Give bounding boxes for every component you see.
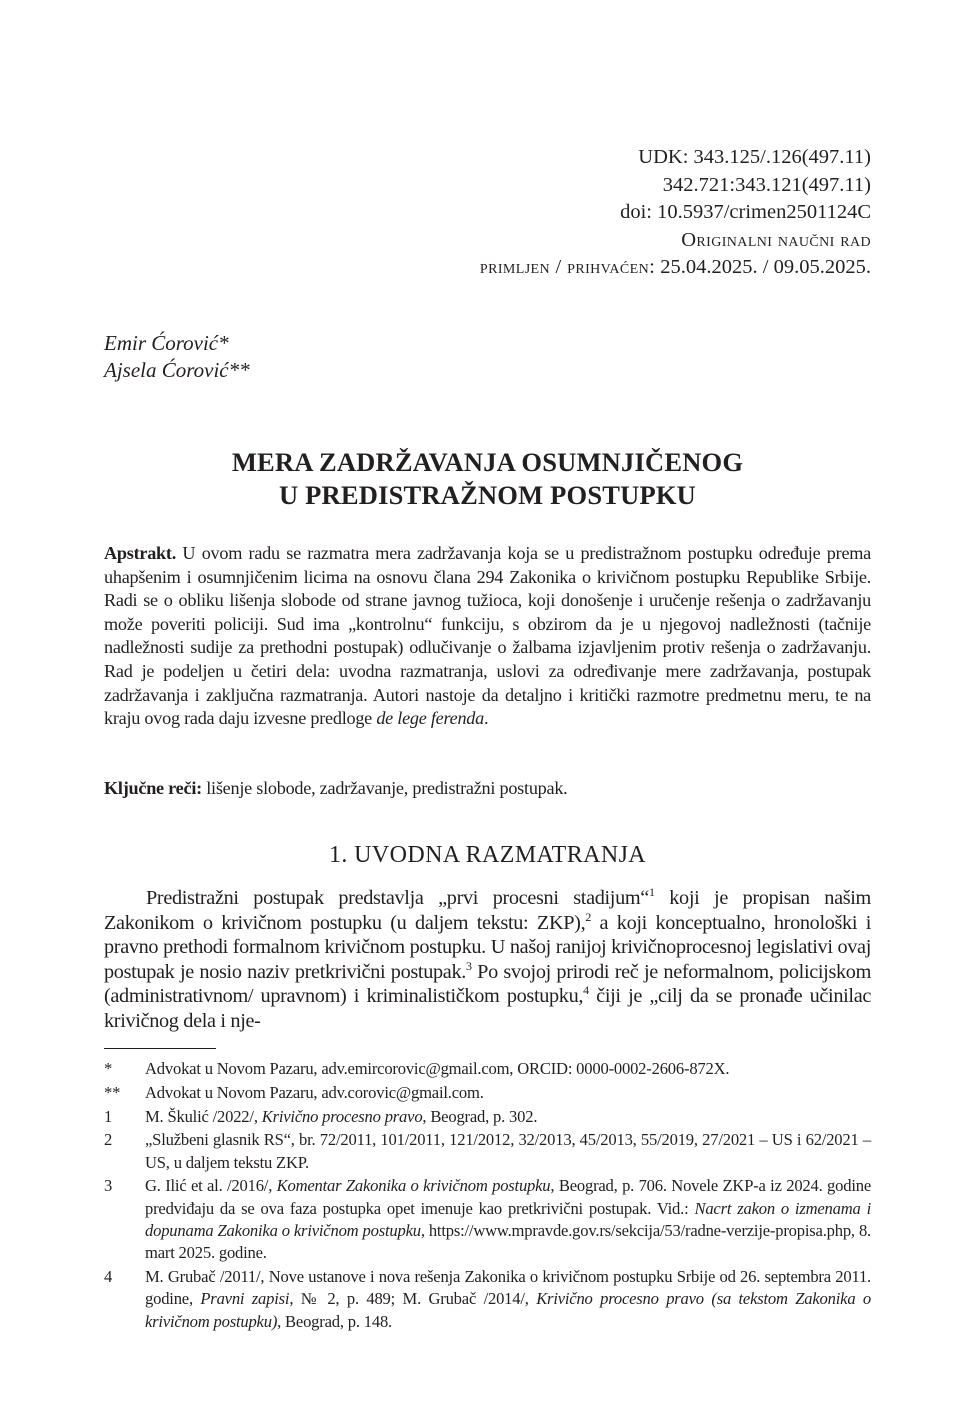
footnote-text: Advokat u Novom Pazaru, adv.corovic@gmail.com. xyxy=(145,1082,484,1102)
article-metadata xyxy=(480,144,871,282)
dates xyxy=(480,254,871,282)
footnotes xyxy=(104,1058,871,1335)
author-name: Emir Ćorović xyxy=(104,331,219,355)
footnote-text xyxy=(145,1175,871,1264)
body-text-run: Predistražni postupak predstavlja „prvi procesni stadijum“ xyxy=(146,887,649,909)
doi: doi: 10.5937/crimen2501124C xyxy=(620,201,871,223)
footnote-mark: 2 xyxy=(104,1130,113,1150)
author-footnote-mark[interactable]: ** xyxy=(228,358,250,382)
footnote-ref[interactable]: 3 xyxy=(465,958,472,973)
footnote-text xyxy=(145,1266,871,1333)
footnote-italic: Nacrt zakon o izmenama i dopunama Zakonika o krivičnom postupku xyxy=(145,1198,871,1241)
body-text-run: koji je propisan našim Zakonikom o krivičnom postupku (u daljem tekstu: ZKP), xyxy=(104,887,871,934)
author-name: Ajsela Ćorović xyxy=(104,358,229,382)
article-type: Originalni naučni rad xyxy=(681,228,871,251)
footnote xyxy=(104,1266,871,1333)
keywords xyxy=(104,777,871,801)
footnote-run: , Beograd, p. 302. xyxy=(422,1106,538,1126)
footnote-mark: * xyxy=(104,1059,113,1078)
body-text-run: Po svojoj prirodi reč je neformalnom, policijskom (administrativnom/ upravnom) i kriminalističkom postupku, xyxy=(104,960,871,1008)
footnote-mark: 3 xyxy=(104,1176,113,1196)
footnote-italic: Pravni zapisi xyxy=(200,1289,290,1309)
footnote-mark: 1 xyxy=(104,1106,113,1126)
footnote-run: , Beograd, p. 706. Novele ZKP-a iz 2024. godine predviđaju da se ova faza postupka opet imenuje kao pretkrivični postupak. Vid.: xyxy=(145,1176,871,1218)
keywords-text: lišenje slobode, zadržavanje, predistražni postupak. xyxy=(201,778,568,798)
footnote-mark: 4 xyxy=(104,1267,113,1287)
abstract xyxy=(104,542,871,731)
author xyxy=(104,330,250,357)
footnote-divider xyxy=(104,1048,216,1049)
footnote-run: , Beograd, p. 148. xyxy=(277,1311,392,1331)
body-text-run: čiji je „cilj da se pronađe učinilac krivičnog dela i nje- xyxy=(104,985,872,1032)
title-line: MERA ZADRŽAVANJA OSUMNJIČENOG xyxy=(231,447,744,477)
author xyxy=(104,357,250,384)
footnote-text xyxy=(145,1106,871,1128)
footnote xyxy=(104,1106,871,1128)
footnote-italic: Komentar Zakonika o krivičnom postupku xyxy=(276,1176,551,1196)
keywords-label: Ključne reči: xyxy=(104,778,202,798)
footnote xyxy=(104,1175,871,1264)
footnote-link-text[interactable]: , https://www.mpravde.gov.rs/sekcija/53/radne-verzije-propisa.php, 8. mart 2025. godine. xyxy=(145,1221,871,1263)
footnote-run: , № 2, p. 489; M. Grubač /2014/, xyxy=(289,1289,537,1309)
footnote-run: M. Grubač /2011/, Nove ustanove i nova rešenja Zakonika o krivičnom postupku Srbije od 26. septembra 2011. godine, xyxy=(145,1267,871,1309)
dates-value: 25.04.2025. / 09.05.2025. xyxy=(655,256,871,278)
abstract-label: Apstrakt. xyxy=(104,543,177,563)
footnote-run: M. Škulić /2022/, xyxy=(145,1106,262,1126)
footnote-ref[interactable]: 1 xyxy=(648,885,655,899)
authors xyxy=(104,330,250,384)
footnote-run: G. Ilić et al. /2016/, xyxy=(145,1176,277,1196)
paper-title xyxy=(104,446,871,512)
footnote-text: Advokat u Novom Pazaru, adv.emircorovic@gmail.com, ORCID: 0000-0002-2606-872X. xyxy=(145,1059,730,1078)
title-line: U PREDISTRAŽNOM POSTUPKU xyxy=(278,480,697,510)
author-footnote-mark[interactable]: * xyxy=(218,331,229,355)
footnote-text: „Službeni glasnik RS“, br. 72/2011, 101/2011, 121/2012, 32/2013, 45/2013, 55/2019, 27/2021 – US i 62/2021 – US, u daljem tekstu ZKP. xyxy=(145,1130,871,1172)
abstract-italic: de lege ferenda xyxy=(376,708,484,729)
udk-code-1: UDK: 343.125/.126(497.11) xyxy=(638,146,871,168)
footnote-ref[interactable]: 2 xyxy=(585,909,591,924)
footnote-italic: Krivično procesno pravo xyxy=(261,1106,423,1126)
udk-code-2: 342.721:343.121(497.11) xyxy=(662,173,871,196)
footnote-mark: ** xyxy=(104,1082,121,1102)
abstract-text: U ovom radu se razmatra mera zadržavanja koja se u predistražnom postupku određuje prema uhapšenim i osumnjičenim licima na osnovu člana 294 Zakonika o krivičnom postupku Republike Srbije. Radi se o obliku lišenja slobode od strane javnog tužioca, koji donošenje i uručenje rešenja o zadržavanju može poveriti policiji. Sud ima „kontrolnu“ funkciju, s obzirom da je u njegovoj nadležnosti (tačnije nadležnosti sudije za prethodni postupak) odlučivanje o žalbama izjavljenim protiv rešenja o zadržavanju. Rad je podeljen u četiri dela: uvodna razmatranja, uslovi za određivanje mere zadržavanja, postupak zadržavanja i zaključna razmatranja. Autori nastoje da detaljno i kritički razmotre predmetnu meru, te na kraju ovog rada daju izvesne predloge xyxy=(104,543,871,729)
body-text-run: a koji konceptualno, hronološki i pravno prethodi formalnom krivičnom postupku. U našoj ranijoj krivičnoprocesnoj legislativi ovaj postupak je nosio naziv pretkrivični postupak. xyxy=(104,911,872,983)
section-heading: 1. UVODNA RAZMATRANJA xyxy=(328,842,647,868)
footnote xyxy=(104,1082,871,1104)
dates-label: primljen / prihvaćen: xyxy=(479,256,656,278)
footnote-ref[interactable]: 4 xyxy=(583,983,589,998)
footnote xyxy=(104,1129,871,1174)
footnote xyxy=(104,1058,871,1080)
abstract-text-end: . xyxy=(484,708,489,729)
footnote-italic: Krivično procesno pravo (sa tekstom Zakonika o krivičnom postupku) xyxy=(145,1289,871,1331)
body-paragraph xyxy=(104,886,871,1034)
